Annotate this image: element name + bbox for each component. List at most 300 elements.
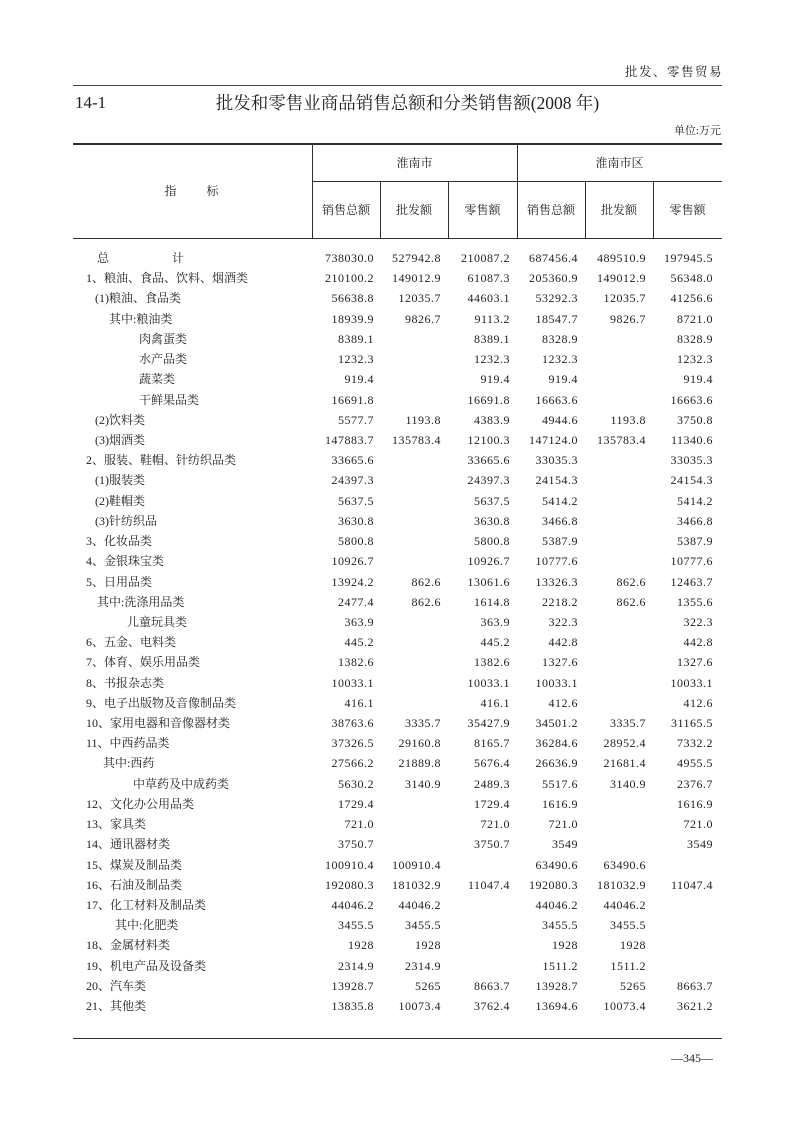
value-urban-retail: 1232.3 [677,352,713,367]
table-row [73,895,722,915]
table-row [73,572,722,592]
value-urban-wholesale [585,511,653,531]
row-label: (1)服装类 [95,473,145,488]
value-urban-retail: 721.0 [683,817,713,832]
table-row [73,369,722,389]
value-huainan-sales-total: 1232.3 [338,352,374,367]
value-urban-sales-total: 63490.6 [535,857,578,872]
value-huainan-retail: 2489.3 [474,776,510,791]
value-huainan-sales-total: 445.2 [344,635,374,650]
value-urban-retail: 1616.9 [677,796,713,811]
value-urban-wholesale [585,329,653,349]
value-urban-wholesale: 149012.9 [597,271,646,286]
value-urban-wholesale [585,349,653,369]
group-header-huainan-urban: 淮南市区 [595,155,644,170]
value-urban-sales-total: 26636.9 [535,756,578,771]
value-huainan-retail: 8165.7 [474,736,510,751]
value-urban-retail: 1327.6 [677,655,713,670]
table-bottom-rule [73,1038,722,1039]
value-huainan-wholesale [380,329,448,349]
value-huainan-wholesale: 181032.9 [392,877,441,892]
table-row [73,470,722,490]
table-row [73,814,722,834]
value-urban-wholesale [585,693,653,713]
value-urban-retail: 33035.3 [670,453,713,468]
value-urban-sales-total: 412.6 [548,695,578,710]
value-huainan-sales-total: 18939.9 [331,311,374,326]
table-row [73,511,722,531]
value-huainan-sales-total: 33665.6 [331,453,374,468]
value-urban-wholesale: 1193.8 [610,412,646,427]
value-urban-wholesale: 63490.6 [603,857,646,872]
value-huainan-wholesale: 100910.4 [392,857,441,872]
row-label: 11、中西药品类 [86,736,170,751]
value-urban-wholesale: 10073.4 [603,999,646,1014]
value-urban-wholesale: 3335.7 [610,716,646,731]
value-urban-sales-total: 10033.1 [535,675,578,690]
row-label: 18、金属材料类 [86,938,171,953]
value-urban-retail [653,895,722,915]
table-row [73,834,722,854]
value-urban-sales-total: 721.0 [548,817,578,832]
table-row [73,551,722,571]
value-huainan-retail: 5676.4 [474,756,510,771]
value-huainan-retail: 445.2 [480,635,510,650]
row-label: 21、其他类 [86,999,147,1014]
value-urban-retail: 3466.8 [677,513,713,528]
value-urban-retail: 7332.2 [677,736,713,751]
row-label: 10、家用电器和音像器材类 [86,716,231,731]
value-huainan-sales-total: 27566.2 [331,756,374,771]
row-label: 蔬菜类 [139,372,176,387]
value-huainan-wholesale: 21889.8 [398,756,441,771]
value-urban-retail [653,915,722,935]
value-huainan-retail: 210087.2 [461,251,510,265]
value-huainan-sales-total: 13835.8 [331,999,374,1014]
value-huainan-wholesale [380,450,448,470]
value-huainan-wholesale: 5265 [415,978,441,993]
value-urban-sales-total: 3549 [552,837,578,852]
value-huainan-wholesale [380,612,448,632]
value-urban-sales-total: 1511.2 [542,958,578,973]
value-urban-retail: 919.4 [683,372,713,387]
value-huainan-sales-total: 10926.7 [331,554,374,569]
value-huainan-retail: 33665.6 [467,453,510,468]
value-urban-retail: 10777.6 [670,554,713,569]
value-huainan-sales-total: 721.0 [344,817,374,832]
value-urban-wholesale [585,551,653,571]
value-huainan-sales-total: 1729.4 [338,796,374,811]
value-urban-sales-total: 1327.6 [542,655,578,670]
row-label: 20、汽车类 [86,978,147,993]
table-row [73,935,722,955]
header-rule [73,85,722,86]
table-number: 14-1 [75,93,107,112]
column-header-wholesale: 批发额 [395,203,432,217]
value-urban-sales-total: 1928 [552,938,578,953]
value-urban-sales-total: 2218.2 [542,594,578,609]
value-huainan-sales-total: 1382.6 [338,655,374,670]
value-huainan-wholesale [380,834,448,854]
value-huainan-sales-total: 3630.8 [338,513,374,528]
value-urban-retail: 8328.9 [677,331,713,346]
value-urban-retail: 442.8 [683,635,713,650]
value-huainan-retail [448,915,517,935]
value-huainan-sales-total: 5630.2 [338,776,374,791]
value-urban-sales-total: 1616.9 [542,796,578,811]
value-huainan-retail: 721.0 [480,817,510,832]
value-huainan-retail: 1232.3 [474,352,510,367]
row-label: 肉禽蛋类 [139,331,188,346]
row-label: 其中:粮油类 [109,311,173,326]
value-urban-wholesale: 1511.2 [610,958,646,973]
value-urban-sales-total: 10777.6 [535,554,578,569]
value-urban-wholesale: 489510.9 [597,251,646,265]
value-huainan-wholesale [380,814,448,834]
value-huainan-retail: 10033.1 [467,675,510,690]
table-row [73,349,722,369]
value-urban-sales-total: 18547.7 [535,311,578,326]
value-huainan-sales-total: 16691.8 [331,392,374,407]
value-huainan-retail: 35427.9 [467,716,510,731]
value-huainan-sales-total: 5637.5 [338,493,374,508]
value-urban-wholesale [585,612,653,632]
value-huainan-retail: 5637.5 [474,493,510,508]
row-label: 5、日用品类 [86,574,153,589]
value-urban-retail: 3621.2 [677,999,713,1014]
value-huainan-retail [448,855,517,875]
value-huainan-retail: 8389.1 [474,331,510,346]
value-huainan-wholesale: 2314.9 [405,958,441,973]
row-label: 14、通讯器材类 [86,837,171,852]
header-bottom-rule [73,238,722,239]
value-huainan-retail: 16691.8 [467,392,510,407]
value-urban-sales-total: 53292.3 [535,291,578,306]
row-label: (3)针纺织品 [95,513,157,528]
value-huainan-wholesale: 44046.2 [398,898,441,912]
value-urban-retail: 12463.7 [670,574,713,589]
row-label: 儿童玩具类 [127,614,188,629]
value-urban-wholesale [585,450,653,470]
value-urban-wholesale [585,390,653,410]
value-urban-wholesale: 1928 [620,938,646,953]
value-urban-wholesale: 862.6 [616,574,646,589]
column-header-wholesale: 批发额 [600,203,637,217]
value-urban-wholesale [585,814,653,834]
value-huainan-wholesale: 3455.5 [405,918,441,933]
value-urban-retail [653,956,722,976]
unit-label: 单位:万元 [673,125,721,137]
row-label: 4、金银珠宝类 [86,554,165,569]
value-huainan-retail: 363.9 [480,614,510,629]
value-urban-wholesale: 181032.9 [597,877,646,892]
value-huainan-wholesale [380,491,448,511]
value-huainan-retail: 1614.8 [474,594,510,609]
value-urban-wholesale [585,652,653,672]
value-huainan-wholesale [380,794,448,814]
value-urban-retail [653,855,722,875]
value-huainan-sales-total: 24397.3 [331,473,374,488]
table-row [73,430,722,450]
value-urban-sales-total: 687456.4 [529,251,578,265]
value-huainan-sales-total: 44046.2 [331,898,374,912]
value-urban-sales-total: 919.4 [548,372,578,387]
value-urban-sales-total: 5387.9 [542,534,578,549]
value-urban-sales-total: 442.8 [548,635,578,650]
value-huainan-wholesale [380,551,448,571]
value-huainan-wholesale: 1928 [415,938,441,953]
value-urban-retail: 16663.6 [670,392,713,407]
value-huainan-sales-total: 10033.1 [331,675,374,690]
row-label: (1)粮油、食品类 [95,291,181,306]
page-title: 批发和零售业商品销售总额和分类销售额(2008 年) [215,93,600,113]
value-huainan-retail: 24397.3 [467,473,510,488]
table-row [73,268,722,288]
row-label: 13、家具类 [86,817,147,832]
value-urban-wholesale [585,673,653,693]
page-number: —345— [671,1051,713,1065]
row-label: 16、石油及制品类 [86,877,183,892]
value-huainan-wholesale: 3140.9 [405,776,441,791]
table-row [73,390,722,410]
table-row [73,410,722,430]
value-urban-sales-total: 1232.3 [542,352,578,367]
table-row [73,693,722,713]
table-row [73,652,722,672]
value-urban-sales-total: 16663.6 [535,392,578,407]
value-huainan-wholesale [380,349,448,369]
value-urban-sales-total: 192080.3 [529,877,578,892]
value-huainan-retail: 8663.7 [474,978,510,993]
value-urban-wholesale [585,531,653,551]
table-row [73,491,722,511]
table-row [73,753,722,773]
value-urban-sales-total: 5414.2 [542,493,578,508]
value-urban-sales-total: 8328.9 [542,331,578,346]
value-huainan-retail: 4383.9 [474,412,510,427]
value-urban-retail: 8721.0 [677,311,713,326]
value-huainan-retail [448,895,517,915]
value-huainan-retail: 1729.4 [474,796,510,811]
value-huainan-sales-total: 5577.7 [338,412,374,427]
table-row [73,592,722,612]
value-huainan-wholesale: 9826.7 [405,311,441,326]
table-row [73,996,722,1016]
value-urban-sales-total: 3466.8 [542,513,578,528]
column-header-retail: 零售额 [669,203,706,217]
value-urban-wholesale [585,794,653,814]
value-urban-wholesale: 135783.4 [597,432,646,447]
row-label: 12、文化办公用品类 [86,796,195,811]
table-row [73,309,722,329]
value-huainan-sales-total: 919.4 [344,372,374,387]
table-row [73,531,722,551]
value-urban-sales-total: 13694.6 [535,999,578,1014]
row-label: (2)饮料类 [95,412,145,427]
value-huainan-retail: 9113.2 [474,311,510,326]
value-huainan-wholesale [380,632,448,652]
table-row [73,956,722,976]
table-body [73,248,722,1016]
value-huainan-wholesale: 862.6 [411,574,441,589]
value-urban-wholesale: 3455.5 [610,918,646,933]
value-urban-sales-total: 3455.5 [542,918,578,933]
value-huainan-sales-total: 13924.2 [331,574,374,589]
value-urban-wholesale [585,369,653,389]
value-huainan-wholesale [380,470,448,490]
value-huainan-wholesale [380,652,448,672]
value-huainan-sales-total: 210100.2 [325,271,374,286]
value-urban-wholesale: 12035.7 [603,291,646,306]
row-label: 中草药及中成药类 [133,776,230,791]
value-huainan-sales-total: 13928.7 [331,978,374,993]
value-huainan-sales-total: 5800.8 [338,534,374,549]
value-urban-retail [653,935,722,955]
table-row [73,713,722,733]
value-urban-retail: 2376.7 [677,776,713,791]
row-label: 7、体育、娱乐用品类 [86,655,201,670]
value-huainan-wholesale [380,511,448,531]
value-huainan-wholesale: 527942.8 [392,251,441,265]
value-huainan-wholesale [380,673,448,693]
value-huainan-retail: 416.1 [480,695,510,710]
value-huainan-sales-total: 56638.8 [331,291,374,306]
value-huainan-wholesale: 135783.4 [392,432,441,447]
value-huainan-sales-total: 416.1 [344,695,374,710]
table-row [73,855,722,875]
value-huainan-sales-total: 1928 [348,938,374,953]
value-urban-wholesale: 44046.2 [603,898,646,912]
value-urban-retail: 5387.9 [677,534,713,549]
column-header-retail: 零售额 [464,203,501,217]
table-row [73,673,722,693]
value-huainan-wholesale: 862.6 [411,594,441,609]
table-row [73,329,722,349]
value-urban-sales-total: 205360.9 [529,271,578,286]
table-row [73,632,722,652]
value-urban-wholesale: 5265 [620,978,646,993]
row-label: (2)鞋帽类 [95,493,145,508]
value-huainan-retail: 919.4 [480,372,510,387]
value-urban-retail: 10033.1 [670,675,713,690]
table-row [73,733,722,753]
value-huainan-retail: 44603.1 [467,291,510,306]
value-urban-wholesale [585,470,653,490]
value-urban-sales-total: 13928.7 [535,978,578,993]
value-urban-sales-total: 4944.6 [542,412,578,427]
value-urban-retail: 56348.0 [670,271,713,286]
value-huainan-retail: 3630.8 [474,513,510,528]
value-urban-retail: 24154.3 [670,473,713,488]
value-huainan-sales-total: 2477.4 [338,594,374,609]
table-row [73,915,722,935]
row-label: 1、粮油、食品、饮料、烟酒类 [86,271,249,286]
value-urban-sales-total: 24154.3 [535,473,578,488]
row-label: 9、电子出版物及音像制品类 [86,695,237,710]
row-label: 水产品类 [139,352,188,367]
value-urban-retail: 31165.5 [670,716,713,731]
value-urban-sales-total: 13326.3 [535,574,578,589]
value-urban-sales-total: 147124.0 [529,432,578,447]
value-urban-sales-total: 322.3 [548,614,578,629]
value-huainan-retail: 12100.3 [467,432,510,447]
value-urban-wholesale [585,491,653,511]
value-huainan-retail: 3750.7 [474,837,510,852]
value-urban-retail: 197945.5 [664,251,713,265]
table-row [73,875,722,895]
value-huainan-sales-total: 738030.0 [325,251,374,265]
value-huainan-wholesale [380,369,448,389]
value-huainan-wholesale [380,390,448,410]
value-huainan-wholesale [380,693,448,713]
indicator-column-header: 指 标 [164,184,221,198]
value-urban-sales-total: 33035.3 [535,453,578,468]
value-huainan-sales-total: 38763.6 [331,716,374,731]
value-huainan-sales-total: 37326.5 [331,736,374,751]
value-huainan-retail: 13061.6 [467,574,510,589]
value-huainan-retail: 3762.4 [474,999,510,1014]
row-label: 3、化妆品类 [86,534,153,549]
value-huainan-sales-total: 363.9 [344,614,374,629]
value-urban-retail: 3549 [687,837,713,852]
column-header-sales-total: 销售总额 [321,203,370,217]
value-urban-wholesale [585,632,653,652]
row-label: 19、机电产品及设备类 [86,958,207,973]
value-urban-wholesale: 9826.7 [610,311,646,326]
value-urban-retail: 1355.6 [677,594,713,609]
value-urban-retail: 4955.5 [677,756,713,771]
value-huainan-retail: 61087.3 [467,271,510,286]
value-huainan-wholesale: 3335.7 [405,716,441,731]
value-huainan-wholesale: 1193.8 [405,412,441,427]
value-huainan-wholesale [380,531,448,551]
value-urban-retail: 11340.6 [670,432,713,447]
value-huainan-retail: 10926.7 [467,554,510,569]
table-row [73,794,722,814]
row-label: 其中:化肥类 [115,918,179,933]
value-urban-wholesale: 21681.4 [603,756,646,771]
row-label: 其中:西药 [103,756,155,771]
value-huainan-retail: 11047.4 [467,877,510,892]
row-label: 总 计 [97,251,198,265]
row-label: 15、煤炭及制品类 [86,857,183,872]
table-row [73,774,722,794]
row-label: 17、化工材料及制品类 [86,898,207,912]
value-urban-retail: 3750.8 [677,412,713,427]
value-urban-sales-total: 34501.2 [535,716,578,731]
value-huainan-wholesale: 149012.9 [392,271,441,286]
value-urban-retail: 412.6 [683,695,713,710]
value-huainan-wholesale: 29160.8 [398,736,441,751]
table-row [73,976,722,996]
value-urban-sales-total: 44046.2 [535,898,578,912]
table-row [73,612,722,632]
row-label: 其中:洗涤用品类 [97,594,185,609]
value-huainan-sales-total: 2314.9 [338,958,374,973]
row-label: (3)烟酒类 [95,432,145,447]
value-urban-retail: 322.3 [683,614,713,629]
data-table [73,143,722,1039]
value-urban-wholesale: 862.6 [616,594,646,609]
row-label: 6、五金、电料类 [86,635,177,650]
value-urban-wholesale: 3140.9 [610,776,646,791]
value-huainan-sales-total: 3455.5 [338,918,374,933]
row-label: 干鲜果品类 [139,392,200,407]
value-urban-wholesale [585,834,653,854]
value-huainan-wholesale: 12035.7 [398,291,441,306]
value-huainan-sales-total: 100910.4 [325,857,374,872]
value-huainan-sales-total: 8389.1 [338,331,374,346]
